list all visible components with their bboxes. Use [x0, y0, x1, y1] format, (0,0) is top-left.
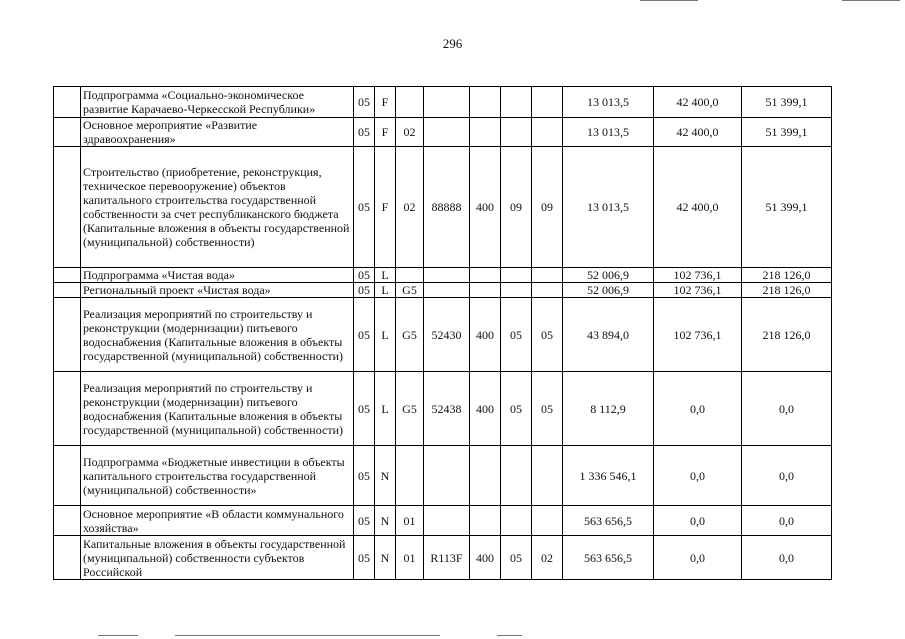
subdivision-code-cell: [532, 87, 563, 118]
amount-year3-cell: 0,0: [742, 536, 832, 580]
direction-code-cell: [424, 87, 470, 118]
amount-year2-cell: 102 736,1: [654, 283, 742, 298]
expense-type-cell: [470, 118, 501, 147]
expense-type-cell: 400: [470, 536, 501, 580]
expense-type-cell: 400: [470, 298, 501, 372]
subprogram-code-cell: 02: [396, 147, 424, 268]
amount-year1-cell: 13 013,5: [563, 87, 654, 118]
direction-code-cell: [424, 446, 470, 506]
direction-code-cell: 88888: [424, 147, 470, 268]
page-number: 296: [442, 36, 463, 51]
row-name-cell: Капитальные вложения в объекты государственной (муниципальной) собственности субъектов Российской: [81, 536, 354, 580]
row-name-cell: Строительство (приобретение, реконструкция, техническое перевооружение) объектов капитального строительства государственной собственности за счет республиканского бюджета (Капитальные вложения в объекты государственной (муниципальной) собственности): [81, 147, 354, 268]
expense-type-cell: [470, 283, 501, 298]
row-name-cell: Подпрограмма «Чистая вода»: [81, 268, 354, 283]
row-name-cell: Подпрограмма «Бюджетные инвестиции в объекты капитального строительства государственной (муниципальной) собственности»: [81, 446, 354, 506]
amount-year1-cell: 52 006,9: [563, 283, 654, 298]
section-code-cell: 05: [354, 118, 375, 147]
scan-edge-top: [640, 0, 698, 1]
amount-year1-cell: 563 656,5: [563, 536, 654, 580]
row-name-cell: Основное мероприятие «В области коммунального хозяйства»: [81, 506, 354, 536]
table-row: [54, 372, 832, 446]
amount-year1-cell: 1 336 546,1: [563, 446, 654, 506]
section-code-cell: 05: [354, 268, 375, 283]
amount-year1-cell: 13 013,5: [563, 147, 654, 268]
division-code-cell: [501, 506, 532, 536]
row-name-cell: Реализация мероприятий по строительству и реконструкции (модернизации) питьевого водоснабжения (Капитальные вложения в объекты государственной (муниципальной) собственности): [81, 372, 354, 446]
row-name-cell: Реализация мероприятий по строительству и реконструкции (модернизации) питьевого водоснабжения (Капитальные вложения в объекты государственной (муниципальной) собственности): [81, 298, 354, 372]
direction-code-cell: [424, 506, 470, 536]
amount-year3-cell: 218 126,0: [742, 283, 832, 298]
division-code-cell: 05: [501, 536, 532, 580]
division-code-cell: [501, 118, 532, 147]
budget-table: [53, 86, 832, 580]
subprogram-code-cell: 01: [396, 536, 424, 580]
amount-year3-cell: 51 399,1: [742, 147, 832, 268]
scan-edge-bottom: [98, 635, 138, 636]
table-row: [54, 536, 832, 580]
direction-code-cell: 52438: [424, 372, 470, 446]
subdivision-code-cell: [532, 118, 563, 147]
amount-year2-cell: 42 400,0: [654, 118, 742, 147]
direction-code-cell: R113F: [424, 536, 470, 580]
section-code-cell: 05: [354, 372, 375, 446]
table-row: [54, 118, 832, 147]
subdivision-code-cell: 05: [532, 372, 563, 446]
row-blank-cell: [54, 536, 81, 580]
subprogram-code-cell: G5: [396, 372, 424, 446]
row-blank-cell: [54, 372, 81, 446]
section-code-cell: 05: [354, 298, 375, 372]
table-row: [54, 446, 832, 506]
row-blank-cell: [54, 118, 81, 147]
amount-year2-cell: 42 400,0: [654, 87, 742, 118]
row-blank-cell: [54, 298, 81, 372]
subprogram-code-cell: [396, 87, 424, 118]
amount-year3-cell: 51 399,1: [742, 87, 832, 118]
amount-year2-cell: 0,0: [654, 372, 742, 446]
amount-year2-cell: 102 736,1: [654, 268, 742, 283]
program-code-cell: N: [375, 536, 396, 580]
subdivision-code-cell: [532, 283, 563, 298]
scan-edge-top: [842, 0, 900, 1]
amount-year3-cell: 0,0: [742, 446, 832, 506]
program-code-cell: L: [375, 298, 396, 372]
division-code-cell: 05: [501, 372, 532, 446]
direction-code-cell: [424, 118, 470, 147]
amount-year2-cell: 0,0: [654, 446, 742, 506]
row-name-cell: Региональный проект «Чистая вода»: [81, 283, 354, 298]
division-code-cell: [501, 268, 532, 283]
row-blank-cell: [54, 87, 81, 118]
table-row: [54, 147, 832, 268]
scan-edge-bottom: [175, 635, 440, 636]
row-blank-cell: [54, 268, 81, 283]
division-code-cell: 05: [501, 298, 532, 372]
amount-year2-cell: 102 736,1: [654, 298, 742, 372]
amount-year1-cell: 563 656,5: [563, 506, 654, 536]
table-row: [54, 283, 832, 298]
subprogram-code-cell: [396, 268, 424, 283]
subprogram-code-cell: G5: [396, 298, 424, 372]
row-blank-cell: [54, 506, 81, 536]
amount-year3-cell: 218 126,0: [742, 298, 832, 372]
subdivision-code-cell: 09: [532, 147, 563, 268]
expense-type-cell: 400: [470, 147, 501, 268]
program-code-cell: F: [375, 87, 396, 118]
table-row: [54, 506, 832, 536]
expense-type-cell: [470, 87, 501, 118]
program-code-cell: F: [375, 118, 396, 147]
amount-year1-cell: 13 013,5: [563, 118, 654, 147]
direction-code-cell: [424, 283, 470, 298]
section-code-cell: 05: [354, 147, 375, 268]
amount-year3-cell: 0,0: [742, 506, 832, 536]
amount-year2-cell: 42 400,0: [654, 147, 742, 268]
subdivision-code-cell: 05: [532, 298, 563, 372]
scan-edge-bottom: [497, 635, 522, 636]
section-code-cell: 05: [354, 283, 375, 298]
division-code-cell: 09: [501, 147, 532, 268]
program-code-cell: L: [375, 268, 396, 283]
subdivision-code-cell: 02: [532, 536, 563, 580]
section-code-cell: 05: [354, 446, 375, 506]
division-code-cell: [501, 446, 532, 506]
amount-year1-cell: 8 112,9: [563, 372, 654, 446]
subdivision-code-cell: [532, 268, 563, 283]
table-row: [54, 87, 832, 118]
subprogram-code-cell: 01: [396, 506, 424, 536]
amount-year1-cell: 52 006,9: [563, 268, 654, 283]
section-code-cell: 05: [354, 87, 375, 118]
amount-year3-cell: 0,0: [742, 372, 832, 446]
subprogram-code-cell: [396, 446, 424, 506]
amount-year3-cell: 51 399,1: [742, 118, 832, 147]
subdivision-code-cell: [532, 446, 563, 506]
division-code-cell: [501, 87, 532, 118]
row-blank-cell: [54, 283, 81, 298]
direction-code-cell: 52430: [424, 298, 470, 372]
expense-type-cell: [470, 506, 501, 536]
program-code-cell: L: [375, 372, 396, 446]
expense-type-cell: [470, 268, 501, 283]
subprogram-code-cell: 02: [396, 118, 424, 147]
row-name-cell: Подпрограмма «Социально-экономическое развитие Карачаево-Черкесской Республики»: [81, 87, 354, 118]
row-blank-cell: [54, 147, 81, 268]
program-code-cell: F: [375, 147, 396, 268]
program-code-cell: N: [375, 506, 396, 536]
amount-year3-cell: 218 126,0: [742, 268, 832, 283]
expense-type-cell: 400: [470, 372, 501, 446]
table-row: [54, 298, 832, 372]
program-code-cell: N: [375, 446, 396, 506]
expense-type-cell: [470, 446, 501, 506]
program-code-cell: L: [375, 283, 396, 298]
direction-code-cell: [424, 268, 470, 283]
division-code-cell: [501, 283, 532, 298]
row-blank-cell: [54, 446, 81, 506]
section-code-cell: 05: [354, 536, 375, 580]
row-name-cell: Основное мероприятие «Развитие здравоохранения»: [81, 118, 354, 147]
section-code-cell: 05: [354, 506, 375, 536]
amount-year2-cell: 0,0: [654, 506, 742, 536]
subdivision-code-cell: [532, 506, 563, 536]
amount-year1-cell: 43 894,0: [563, 298, 654, 372]
table-row: [54, 268, 832, 283]
amount-year2-cell: 0,0: [654, 536, 742, 580]
subprogram-code-cell: G5: [396, 283, 424, 298]
